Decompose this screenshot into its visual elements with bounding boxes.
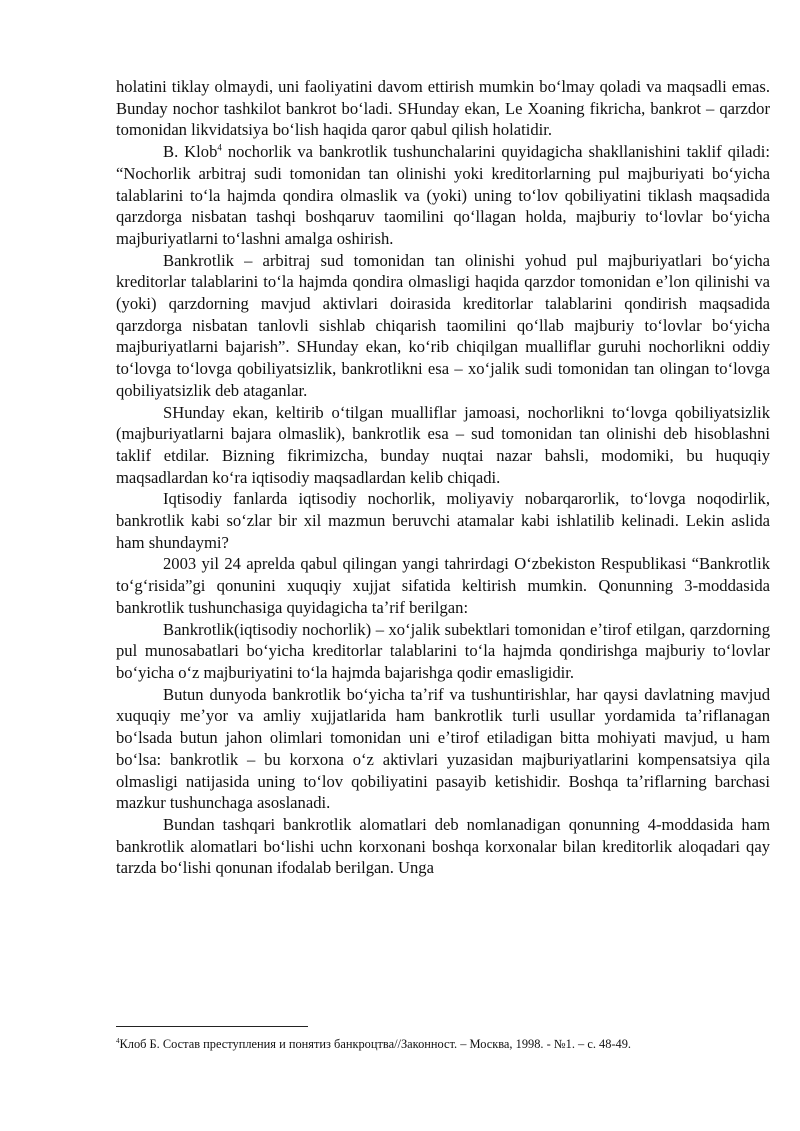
footnote-marker: 4 <box>116 1036 120 1045</box>
footnote-separator <box>116 1026 308 1027</box>
paragraph-4: SHunday ekan, keltirib oʻtilgan mualliflar jamoasi, nochorlikni toʻlovga qobiliyatsizlik (majburiyatlarni bajara olmaslik), bankrotlik esa – sud tomonidan tan olinishi deb hisoblashni taklif etdilar. Bizning fikrimizcha, bunday nuqtai nazar bahsli, modomiki, bu huquqiy maqsadlardan koʻra iqtisodiy maqsadlardan kelib chiqadi. <box>116 402 770 487</box>
paragraph-9: Bundan tashqari bankrotlik alomatlari deb nomlanadigan qonunning 4-moddasida ham bankrotlik alomatlari boʻlishi uchn korxonani boshqa korxonalar bilan kreditorlik aloqadari qay tarzda boʻlishi qonunan ifodalab berilgan. Unga <box>116 814 770 878</box>
paragraph-2 <box>116 141 770 250</box>
paragraph-1: holatini tiklay olmaydi, uni faoliyatini davom ettirish mumkin boʻlmay qoladi va maqsadli emas. Bunday nochor tashkilot bankrot boʻladi. SHunday ekan, Le Xoaning fikricha, bankrot – qarzdor tomonidan likvidatsiya boʻlish haqida qaror qabul qilish holatidir. <box>116 77 770 140</box>
paragraph-5: Iqtisodiy fanlarda iqtisodiy nochorlik, moliyaviy nobarqarorlik, toʻlovga noqodirlik, bankrotlik kabi soʻzlar bir xil mazmun beruvchi atamalar kabi ishlatilib kelinadi. Lekin aslida ham shundaymi? <box>116 489 770 552</box>
paragraph-2-start: B. Klob <box>163 142 218 162</box>
document-body <box>116 76 770 879</box>
paragraph-6: 2003 yil 24 aprelda qabul qilingan yangi tahrirdagi Oʻzbekiston Respublikasi “Bankrotlik toʻgʻrisida”gi qonunini xuquqiy xujjat sifatida keltirish mumkin. Qonunning 3-moddasida bankrotlik tushunchasiga quyidagicha taʼrif berilgan: <box>116 554 770 617</box>
paragraph-2-rest: nochorlik va bankrotlik tushunchalarini quyidagicha shakllanishini taklif qiladi: “Nochorlik arbitraj sudi tomonidan tan olinishi yoki kreditorlarning pul majburiyati boʻyicha talablarini toʻla hajmda qondira olmaslik va (yoki) uning toʻlov qobiliyatini tiklash maqsadida qarzdorga nisbatan tashqi boshqaruv taomilini qoʻllagan holda, majburiy toʻlovlar boʻyicha majburiyatlarni toʻlashni amalga oshirish. <box>116 142 770 248</box>
footnote <box>116 1036 776 1052</box>
footnote-reference: 4 <box>217 142 222 153</box>
paragraph-8: Butun dunyoda bankrotlik boʻyicha taʼrif va tushuntirishlar, har qaysi davlatning mavjud xuquqiy meʼyor va amliy xujjatlarida ham bankrotlik turli usullar yordamida taʼriflanagan boʻlsada butun jahon olimlari tomonidan uni eʼtirof etiladigan bitta mohiyati mavjud, u ham boʻlsa: bankrotlik – bu korxona oʻz aktivlari yuzasidan majburiyatlarini kompensatsiya qila olmasligi natijasida uning toʻlov qobiliyatini pasayib ketishidir. Boshqa taʼriflarning barchasi mazkur tushunchaga asoslanadi. <box>116 684 770 813</box>
footnote-text: Клоб Б. Состав преступления и понятиз банкроцтва//Законност. – Москва, 1998. - №1. – с. 48-49. <box>119 1037 632 1051</box>
paragraph-3: Bankrotlik – arbitraj sud tomonidan tan olinishi yohud pul majburiyatlari boʻyicha kreditorlar talablarini toʻla hajmda qondira olmasligi haqida qarzdor tomonidan eʼlon qilinishi va (yoki) qarzdorning mavjud aktivlari doirasida kreditorlar talablarini qondirish maqsadida qarzdorga nisbatan tanlovli sishlab chiqarish taomilini qoʻllab majburiy toʻlovlar boʻyicha majburiyatlarni bajarish”. SHunday ekan, koʻrib chiqilgan mualliflar guruhi nochorlikni oddiy toʻlovga toʻlovga qobiliyatsizlik, bankrotlikni esa – xoʻjalik sudi tomonidan tan olingan toʻlovga qobiliyatsizlik deb ataganlar. <box>116 250 770 400</box>
paragraph-7: Bankrotlik(iqtisodiy nochorlik) – xoʻjalik subektlari tomonidan eʼtirof etilgan, qarzdorning pul munosabatlari boʻyicha kreditorlar talablarini toʻla hajmda qondirishga majburiy toʻlovlar boʻyicha oʻz majburiyatini toʻla hajmda bajarishga qodir emasligidir. <box>116 619 770 682</box>
